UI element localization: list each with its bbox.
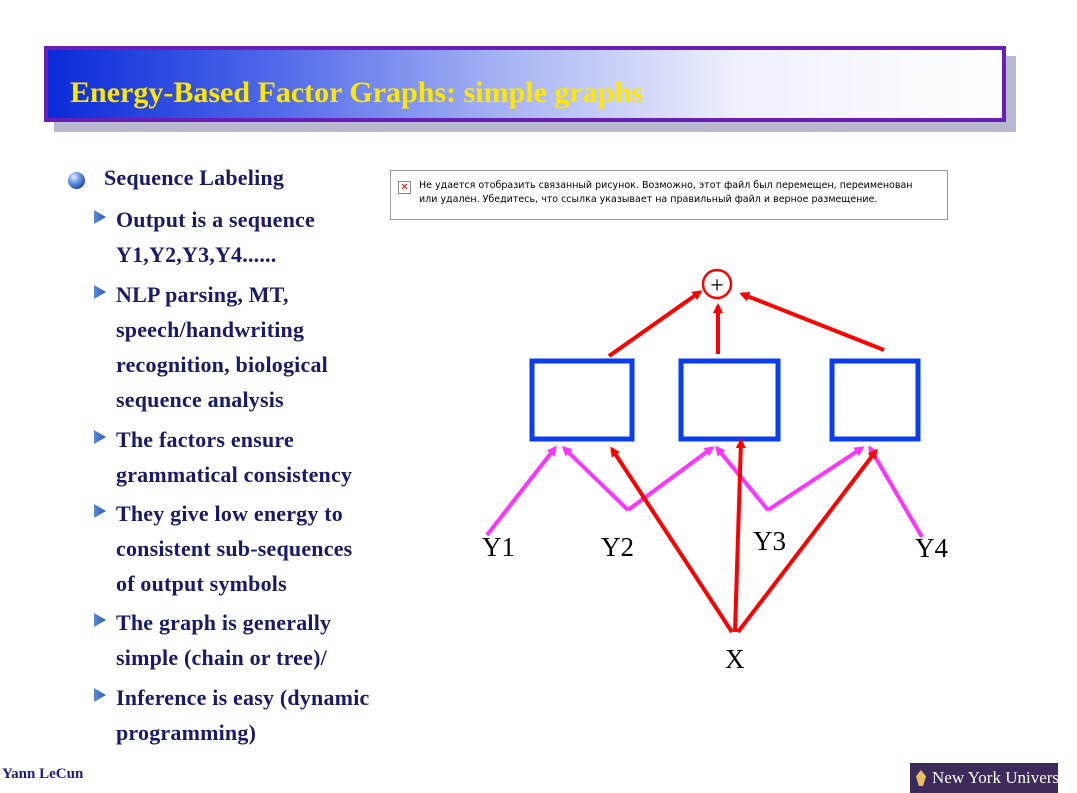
subbullet-line: speech/handwriting [116, 317, 305, 342]
main-bullet-label: Sequence Labeling [104, 165, 285, 190]
subbullet-line: The graph is generally [116, 610, 332, 635]
label-y3: Y3 [753, 526, 786, 556]
slide-title: Energy-Based Factor Graphs: simple graphs [70, 76, 643, 109]
subbullet-line: simple (chain or tree)/ [116, 645, 327, 670]
broken-image-message: Не удается отобразить связанный рисунок. Возможно, этот файл был перемещен, переименован или удален. Убедитесь, что ссылка указывает на правильный файл и верное размещение. [419, 180, 913, 205]
y-to-factor-arrows [487, 448, 922, 537]
factor-box-2 [681, 361, 778, 439]
subbullet-line: consistent sub-sequences [116, 536, 353, 561]
subbullet-line: recognition, biological [116, 352, 328, 377]
arrow-y2-factor2 [628, 448, 712, 510]
subbullet-line: programming) [116, 720, 257, 745]
arrow-y4-factor3 [870, 448, 922, 537]
subbullet-line: Output is a sequence [116, 207, 315, 232]
arrow-y3-factor3 [768, 448, 862, 510]
sum-symbol: + [710, 273, 724, 299]
subbullet-line: Y1,Y2,Y3,Y4...... [116, 242, 277, 267]
subbullet-line: The factors ensure [116, 427, 294, 452]
arrow-factor1-sum [609, 292, 700, 356]
arrow-factor3-sum [742, 294, 884, 350]
x-to-factor-arrows [612, 441, 876, 632]
subbullet-line: grammatical consistency [116, 462, 353, 487]
subbullet-line: sequence analysis [116, 387, 284, 412]
arrow-y3-factor2 [717, 448, 768, 510]
factor-boxes [532, 361, 918, 439]
nyu-logo-text: New York University [932, 768, 1077, 787]
subbullet-line: of output symbols [116, 571, 287, 596]
nyu-logo [910, 763, 1077, 793]
factor-to-sum-arrows [609, 292, 884, 356]
subbullet-line: They give low energy to [116, 501, 344, 526]
subbullet-line: Inference is easy (dynamic [116, 685, 370, 710]
label-y1: Y1 [482, 532, 515, 562]
footer-author: Yann LeCun [2, 766, 84, 782]
label-y4: Y4 [915, 533, 948, 563]
broken-image-icon: ✕ [398, 181, 411, 194]
arrow-y1-factor1 [487, 448, 555, 535]
label-x: X [725, 644, 745, 674]
subbullet-line: NLP parsing, MT, [116, 282, 289, 307]
torch-icon [916, 770, 926, 786]
factor-box-1 [532, 361, 632, 439]
label-y2: Y2 [601, 532, 634, 562]
factor-box-3 [832, 361, 918, 439]
